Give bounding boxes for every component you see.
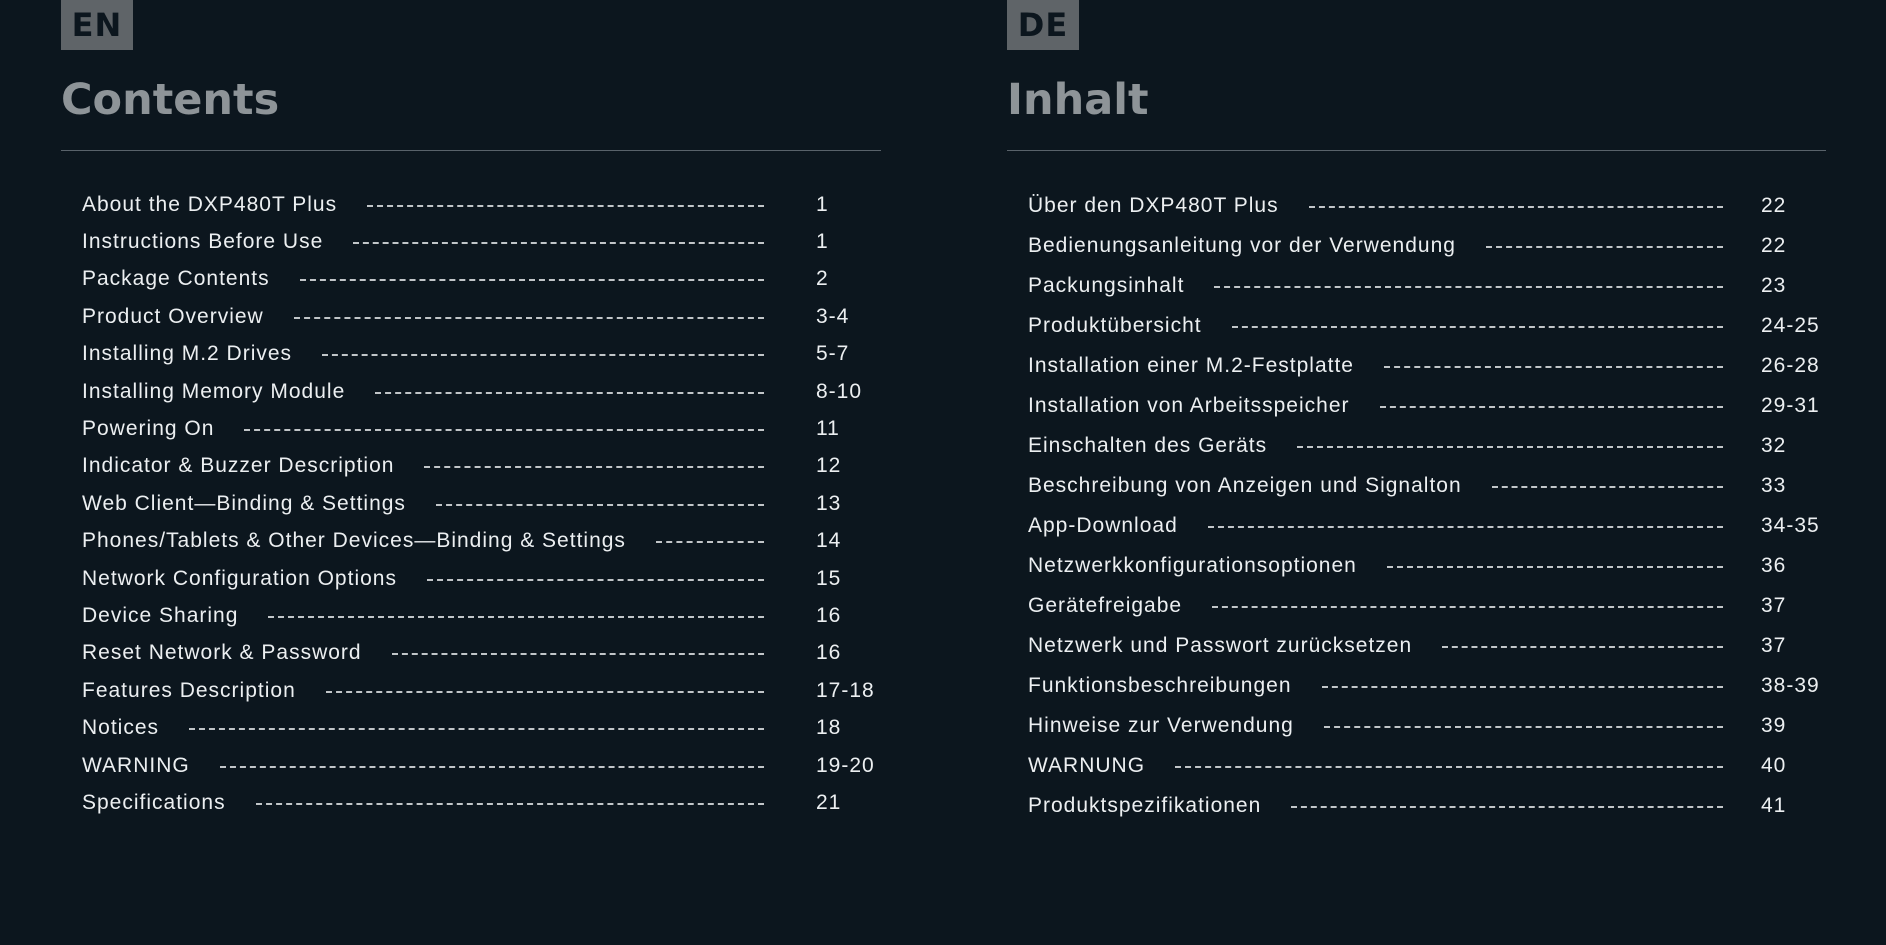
toc-entry[interactable]: [82, 747, 881, 784]
toc-entry-page: 18: [816, 716, 842, 740]
toc-entry[interactable]: [1028, 226, 1826, 266]
toc-entry[interactable]: [82, 560, 881, 597]
toc-entry-page: 39: [1761, 714, 1787, 737]
toc-entry-label: About the DXP480T Plus: [82, 192, 338, 216]
dotted-leader: [1324, 726, 1723, 728]
toc-entry-page: 8-10: [816, 379, 863, 403]
toc-entry-page: 26-28: [1761, 354, 1820, 377]
toc-entry[interactable]: [1028, 666, 1826, 706]
toc-entry-page: 40: [1761, 754, 1787, 777]
toc-entry-page: 32: [1761, 434, 1787, 457]
toc-entry-page: 37: [1761, 594, 1787, 617]
toc-entry-page: 38-39: [1761, 674, 1820, 697]
toc-entry[interactable]: [82, 336, 881, 373]
toc-entry-label: Über den DXP480T Plus: [1028, 194, 1279, 217]
toc-entry[interactable]: [1028, 426, 1826, 466]
toc-entry-page: 36: [1761, 554, 1787, 577]
toc-entry-label: WARNUNG: [1028, 754, 1146, 777]
toc-entry-page: 3-4: [816, 304, 850, 328]
toc-entry-label: Product Overview: [82, 304, 264, 328]
toc-entry-label: Device Sharing: [82, 603, 239, 627]
dotted-leader: [427, 579, 764, 581]
dotted-leader: [1492, 486, 1723, 488]
toc-entry-label: Package Contents: [82, 267, 270, 291]
toc-entry-page: 5-7: [816, 342, 850, 366]
toc-list-de: [1028, 186, 1826, 826]
toc-entry-page: 24-25: [1761, 314, 1820, 337]
contents-title-de: Inhalt: [1007, 75, 1149, 125]
toc-entry-label: Packungsinhalt: [1028, 274, 1185, 297]
dotted-leader: [1442, 646, 1723, 648]
toc-entry-page: 29-31: [1761, 394, 1820, 417]
toc-entry-label: Powering On: [82, 417, 215, 441]
toc-entry-page: 19-20: [816, 753, 875, 777]
toc-entry[interactable]: [82, 709, 881, 746]
toc-entry[interactable]: [1028, 546, 1826, 586]
toc-entry-page: 41: [1761, 794, 1787, 817]
toc-entry-label: Specifications: [82, 790, 226, 814]
toc-entry-label: Network Configuration Options: [82, 566, 397, 590]
dotted-leader: [244, 429, 764, 431]
toc-entry-label: Installing Memory Module: [82, 379, 346, 403]
toc-entry[interactable]: [1028, 346, 1826, 386]
toc-entry-label: Produktübersicht: [1028, 314, 1202, 337]
dotted-leader: [256, 803, 764, 805]
toc-entry[interactable]: [82, 448, 881, 485]
toc-entry-label: Indicator & Buzzer Description: [82, 454, 395, 478]
toc-entry-page: 16: [816, 603, 842, 627]
dotted-leader: [367, 205, 764, 207]
dotted-leader: [353, 242, 764, 244]
toc-entry-page: 2: [816, 267, 829, 291]
toc-entry-label: Produktspezifikationen: [1028, 794, 1262, 817]
toc-entry-page: 11: [816, 417, 840, 441]
dotted-leader: [1291, 806, 1723, 808]
toc-entry[interactable]: [82, 672, 881, 709]
dotted-leader: [1309, 206, 1723, 208]
toc-entry-page: 16: [816, 641, 842, 665]
toc-entry-page: 1: [816, 192, 829, 216]
toc-entry-label: Gerätefreigabe: [1028, 594, 1183, 617]
dotted-leader: [1212, 606, 1723, 608]
toc-entry[interactable]: [1028, 386, 1826, 426]
toc-entry-page: 22: [1761, 234, 1787, 257]
toc-entry-label: Instructions Before Use: [82, 230, 324, 254]
dotted-leader: [1322, 686, 1724, 688]
title-divider-de: [1007, 150, 1826, 151]
toc-entry[interactable]: [1028, 746, 1826, 786]
toc-entry-label: Bedienungsanleitung vor der Verwendung: [1028, 234, 1456, 257]
dotted-leader: [294, 317, 764, 319]
toc-entry-page: 21: [816, 790, 842, 814]
toc-entry[interactable]: [1028, 626, 1826, 666]
toc-entry-label: Phones/Tablets & Other Devices—Binding & Settings: [82, 529, 626, 553]
toc-entry-label: Features Description: [82, 678, 296, 702]
toc-entry[interactable]: [1028, 506, 1826, 546]
toc-entry[interactable]: [1028, 266, 1826, 306]
toc-entry[interactable]: [82, 597, 881, 634]
toc-entry[interactable]: [82, 373, 881, 410]
toc-entry[interactable]: [82, 635, 881, 672]
toc-entry-page: 13: [816, 491, 842, 515]
toc-entry[interactable]: [1028, 186, 1826, 226]
toc-entry[interactable]: [82, 261, 881, 298]
dotted-leader: [1297, 446, 1723, 448]
toc-entry-label: Installation einer M.2-Festplatte: [1028, 354, 1354, 377]
dotted-leader: [1232, 326, 1723, 328]
dotted-leader: [424, 466, 764, 468]
toc-entry-page: 23: [1761, 274, 1787, 297]
toc-entry-page: 33: [1761, 474, 1787, 497]
toc-list-en: [82, 186, 881, 822]
dotted-leader: [1380, 406, 1724, 408]
toc-entry[interactable]: [82, 523, 881, 560]
dotted-leader: [1387, 566, 1723, 568]
toc-entry-label: Beschreibung von Anzeigen und Signalton: [1028, 474, 1462, 497]
dotted-leader: [189, 728, 764, 730]
toc-entry[interactable]: [82, 784, 881, 821]
dotted-leader: [375, 392, 764, 394]
toc-entry-label: Web Client—Binding & Settings: [82, 491, 406, 515]
toc-entry[interactable]: [1028, 466, 1826, 506]
dotted-leader: [1208, 526, 1723, 528]
dotted-leader: [1175, 766, 1723, 768]
toc-entry-label: Hinweise zur Verwendung: [1028, 714, 1294, 737]
toc-entry-page: 37: [1761, 634, 1787, 657]
toc-entry-label: Installation von Arbeitsspeicher: [1028, 394, 1350, 417]
toc-entry-page: 34-35: [1761, 514, 1820, 537]
dotted-leader: [392, 653, 764, 655]
dotted-leader: [322, 354, 764, 356]
toc-entry-label: Reset Network & Password: [82, 641, 362, 665]
toc-entry-label: Netzwerkkonfigurationsoptionen: [1028, 554, 1357, 577]
dotted-leader: [220, 766, 764, 768]
toc-entry-label: Installing M.2 Drives: [82, 342, 293, 366]
language-badge-de: DE: [1007, 0, 1079, 50]
dotted-leader: [1486, 246, 1723, 248]
toc-entry-label: Netzwerk und Passwort zurücksetzen: [1028, 634, 1413, 657]
toc-entry-page: 15: [816, 566, 842, 590]
language-badge-en: EN: [61, 0, 133, 50]
toc-entry[interactable]: [82, 223, 881, 260]
dotted-leader: [656, 541, 764, 543]
toc-entry[interactable]: [82, 410, 881, 447]
toc-entry-page: 22: [1761, 194, 1787, 217]
dotted-leader: [326, 691, 764, 693]
toc-entry[interactable]: [1028, 306, 1826, 346]
toc-entry-label: WARNING: [82, 753, 190, 777]
toc-entry-label: Notices: [82, 716, 160, 740]
toc-entry-page: 12: [816, 454, 842, 478]
dotted-leader: [436, 504, 764, 506]
toc-entry-label: Einschalten des Geräts: [1028, 434, 1268, 457]
dotted-leader: [268, 616, 764, 618]
toc-entry-page: 1: [816, 230, 829, 254]
toc-entry-page: 14: [816, 529, 842, 553]
toc-entry[interactable]: [1028, 786, 1826, 826]
toc-entry[interactable]: [82, 298, 881, 335]
dotted-leader: [1214, 286, 1723, 288]
toc-entry[interactable]: [1028, 706, 1826, 746]
toc-entry[interactable]: [82, 186, 881, 223]
dotted-leader: [300, 279, 764, 281]
toc-entry-label: Funktionsbeschreibungen: [1028, 674, 1292, 697]
dotted-leader: [1384, 366, 1723, 368]
toc-entry-label: App-Download: [1028, 514, 1178, 537]
title-divider-en: [61, 150, 881, 151]
toc-entry-page: 17-18: [816, 678, 875, 702]
toc-entry[interactable]: [1028, 586, 1826, 626]
contents-title-en: Contents: [61, 75, 280, 125]
toc-entry[interactable]: [82, 485, 881, 522]
